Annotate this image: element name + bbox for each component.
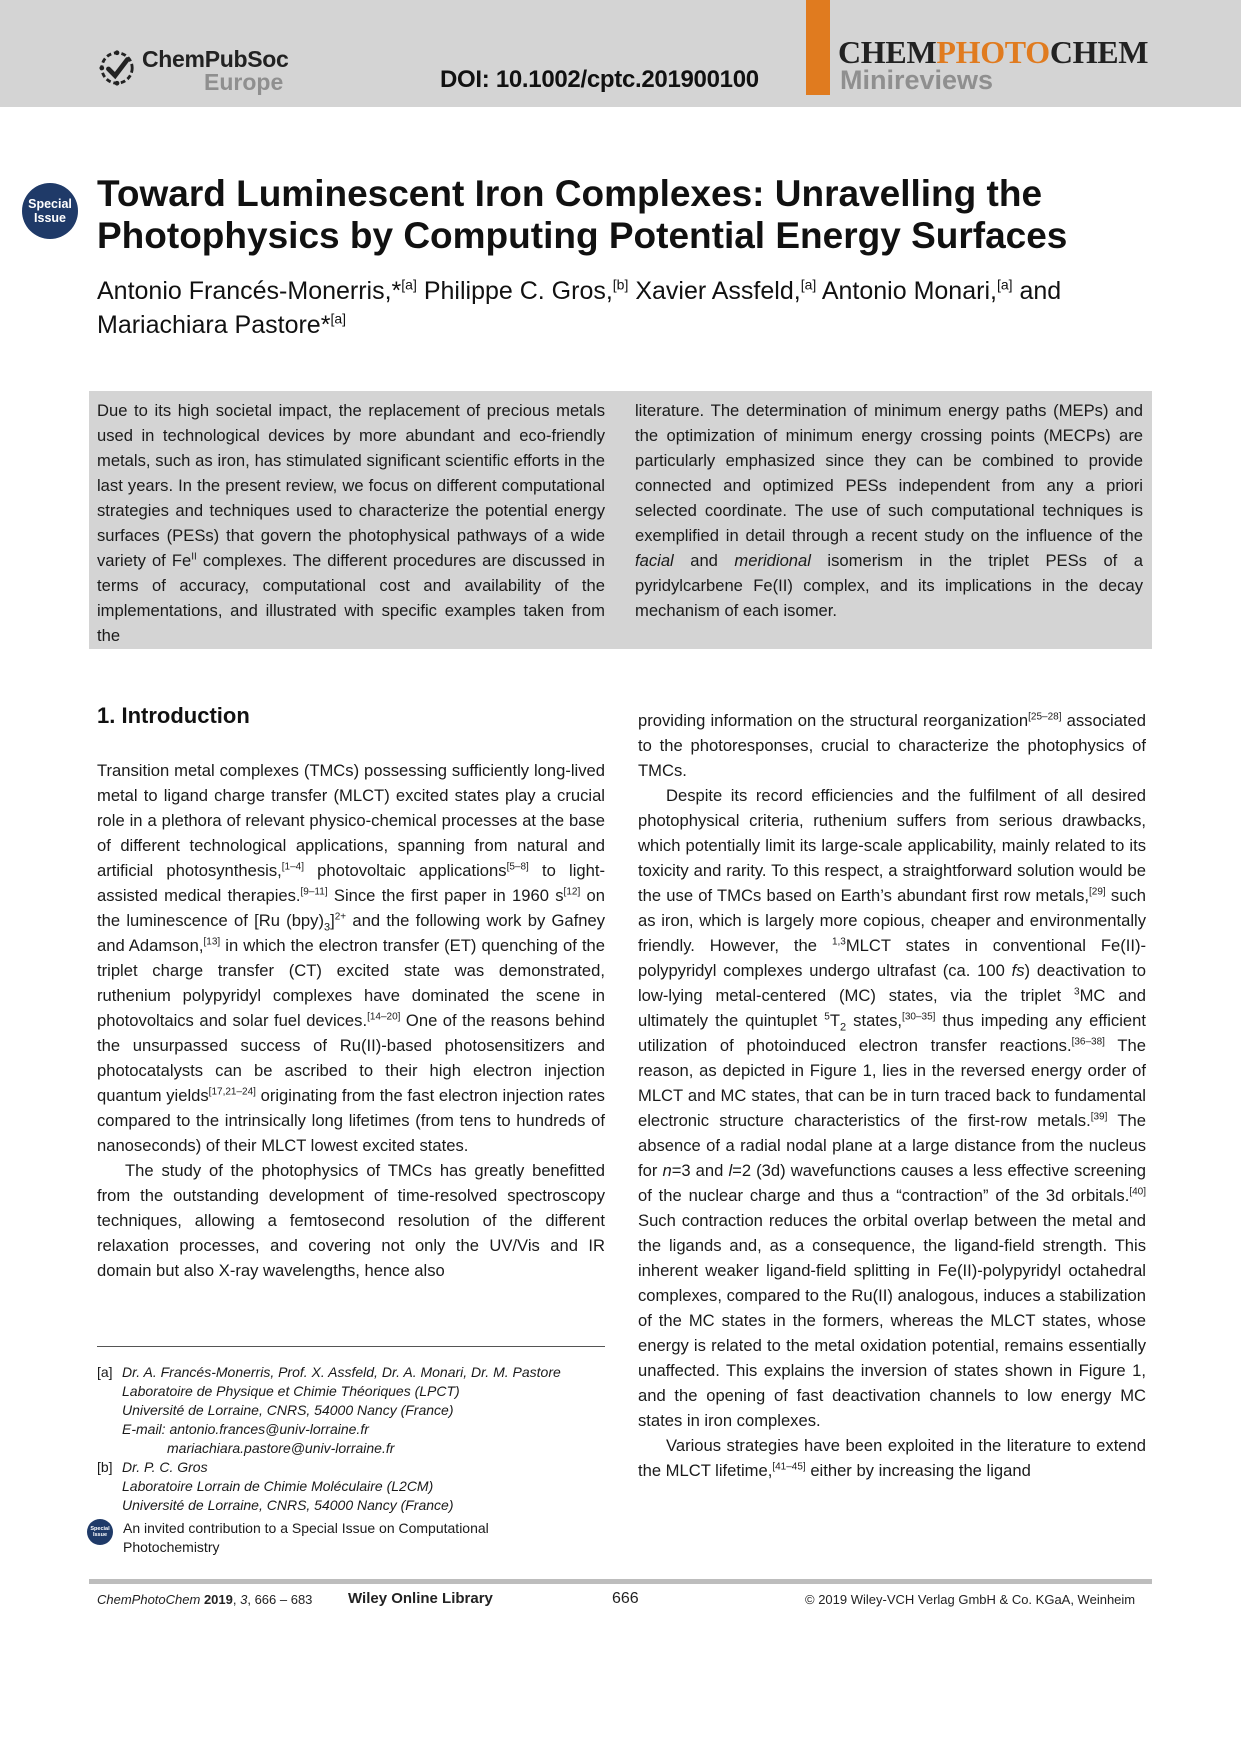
footer-divider [89,1579,1152,1584]
citation: [1–4] [281,861,304,873]
author: Antonio Francés-Monerris,* [97,277,402,305]
chempubsoc-star-logo-icon [98,49,136,87]
journal-name: CHEMPHOTOCHEM [838,34,1149,70]
citation: [17,21–24] [208,1086,256,1098]
page-number: 666 [612,1590,639,1607]
email-link[interactable]: mariachiara.pastore@univ-lorraine.fr [167,1440,395,1456]
citation: [40] [1129,1186,1146,1198]
journal-accent-bar [806,0,830,95]
publisher-logo[interactable] [142,48,289,94]
abstract-left: Due to its high societal impact, the replacement of precious metals used in technological devices by more abundant and eco-friendly metals, such as iron, has stimulated significant scientific efforts in the last years. In the present review, we focus on different computational strategies and techniques used to characterize the potential energy surfaces (PESs) that govern the photophysical pathways of a wide variety of $Fe^{II}$ complexes. The different procedures are discussed in terms of accuracy, computational cost and availability of the implementations, and illustrated with specific examples taken from the [97,401,605,645]
citation: [25–28] [1028,711,1062,723]
citation: [30–35] [902,1011,936,1023]
footnote-a: [a] Dr. A. Francés-Monerris, Prof. X. Assfeld, Dr. A. Monari, Dr. M. Pastore Laboratoire de Physique et Chimie Théoriques (LPCT) Université de Lorraine, CNRS, 54000 Nancy (France) E-mail: antonio.frances@univ-lorraine.fr mariachiara.pastore@univ-lorraine.fr [97,1364,561,1456]
footnote-b: [b] Dr. P. C. Gros Laboratoire Lorrain de Chimie Moléculaire (L2CM) Université de Lorraine, CNRS, 54000 Nancy (France) [97,1459,454,1513]
citation: [41–45] [772,1461,806,1473]
paragraph: The study of the photophysics of TMCs has greatly benefitted from the outstanding development of time-resolved spectroscopy techniques, allowing a femtosecond resolution of the different relaxation processes, and covering not only the UV/Vis and IR domain but also X-ray wavelengths, hence also [97,1161,605,1280]
paragraph: Various strategies have been exploited in the literature to extend the MLCT lifetime,[41–45] either by increasing the ligand [638,1436,1146,1480]
author: Antonio Monari, [821,277,997,305]
special-issue-mini-badge: Special Issue [87,1519,113,1545]
doi[interactable]: DOI: 10.1002/cptc.201900100 [440,66,759,93]
copyright: © 2019 Wiley-VCH Verlag GmbH & Co. KGaA, Weinheim [805,1592,1136,1607]
publisher-name: ChemPubSoc [142,46,289,72]
section-type: Minireviews [840,65,994,95]
paragraph: providing information on the structural reorganization[25–28] associated to the photoresponses, crucial to characterize the photophysics of TMCs. [638,711,1146,780]
citation: [12] [563,886,581,898]
wiley-online-library-link[interactable]: Wiley Online Library [348,1590,493,1607]
citation: [13] [203,936,221,948]
affiliation-footnotes [90,1363,617,1557]
footer-citation: ChemPhotoChem 2019, 3, 666 – 683 [97,1592,313,1607]
citation: [9–11] [300,886,328,898]
body-column-right [638,708,1146,1483]
citation: [29] [1089,886,1106,898]
special-issue-badge[interactable]: Special Issue [22,183,78,239]
author: and Mariachiara Pastore* [97,277,1062,339]
article-title: Toward Luminescent Iron Complexes: Unravelling the Photophysics by Computing Potential Energy Surfaces [97,173,1068,256]
abstract-right: literature. The determination of minimum energy paths (MEPs) and the optimization of minimum energy crossing points (MECPs) are particularly emphasized since they can be combined to provide connected and optimized PESs independent from any a priori selected coordinate. The use of such computational techniques is exemplified in detail through a recent study on the influence of the facial and meridional isomerism in the triplet PESs of a pyridylcarbene Fe(II) complex, and its implications in the decay mechanism of each isomer. [635,401,1143,620]
citation: [36–38] [1071,1036,1105,1048]
citation: [14–20] [367,1011,401,1023]
citation: [39] [1090,1111,1108,1123]
author: Xavier Assfeld, [635,277,801,305]
publisher-region: Europe [204,69,284,95]
author-list: Antonio Francés-Monerris,*[a] Philippe C. Gros,[b] Xavier Assfeld,[a] Antonio Monari,[a] and Mariachiara Pastore*[a] [97,276,1062,339]
citation: [5–8] [506,861,529,873]
email-link[interactable]: E-mail: antonio.frances@univ-lorraine.fr [122,1421,369,1437]
section-heading-introduction: 1. Introduction [97,703,250,728]
paragraph: Despite its record efficiencies and the fulfilment of all desired photophysical criteria, ruthenium suffers from serious drawbacks, which potentially limit its large-scale applicability, mainly related to its toxicity and rarity. To this respect, a straightforward solution would be the use of TMCs based on Earth’s abundant first row metals,[29] such as iron, which is largely more copious, cheaper and environmentally friendly. However, the $^{1,3}$MLCT states in conventional Fe(II)-polypyridyl complexes undergo ultrafast (ca. 100 fs) deactivation to low-lying metal-centered (MC) states, via the triplet $^3$MC and ultimately the quintuplet $^5T_2$ states,[30–35] thus impeding any efficient utilization of photoinduced electron transfer reactions.[36–38] The reason, as depicted in Figure 1, lies in the reversed energy order of MLCT and MC states, that can be in turn traced back to fundamental electronic structure characteristics of the first-row metals.[39] The absence of a radial nodal plane at a large distance from the nucleus for n=3 and l=2 (3d) wavefunctions causes a less effective screening of the nuclear charge and thus a “contraction” of the 3d orbitals.[40] Such contraction reduces the orbital overlap between the metal and the ligands and, as a consequence, the ligand-field strength. This inherent weaker ligand-field splitting in Fe(II)-polypyridyl octahedral complexes, compared to the Ru(II) analogous, induces a stabilization of the MC states in the formers, whereas the MLCT states, whose energy is related to the metal oxidation potential, remains essentially unaffected. This explains the inversion of states shown in Figure 1, and the opening of fast deactivation channels to low energy MC states in iron complexes. [638,786,1147,1430]
paragraph: Transition metal complexes (TMCs) possessing sufficiently long-lived metal to ligand charge transfer (MLCT) excited states play a crucial role in a plethora of relevant physico-chemical processes at the base of different technological applications, spanning from natural and artificial photosynthesis,[1–4] photovoltaic applications[5–8] to light-assisted medical therapies.[9–11] Since the first paper in 1960 s[12] on the luminescence of [Ru $(bpy)_3]^{2+}$ and the following work by Gafney and Adamson,[13] in which the electron transfer (ET) quenching of the triplet charge transfer (CT) excited state was demonstrated, ruthenium polypyridyl complexes have dominated the scene in photovoltaics and solar fuel devices.[14–20] One of the reasons behind the unsurpassed success of Ru(II)-based photosensitizers and photocatalysts can be ascribed to their high electron injection quantum yields[17,21–24] originating from the fast electron injection rates compared to the intrinsically long lifetimes (from tens to hundreds of nanoseconds) of their MLCT lowest excited states. [97,761,606,1155]
body-column-left [97,758,605,1283]
author: Philippe C. Gros, [423,277,613,305]
special-issue-note: Special Issue An invited contribution to a Special Issue on Computational Photochemistry [97,1519,617,1557]
footnote-divider [97,1346,605,1347]
